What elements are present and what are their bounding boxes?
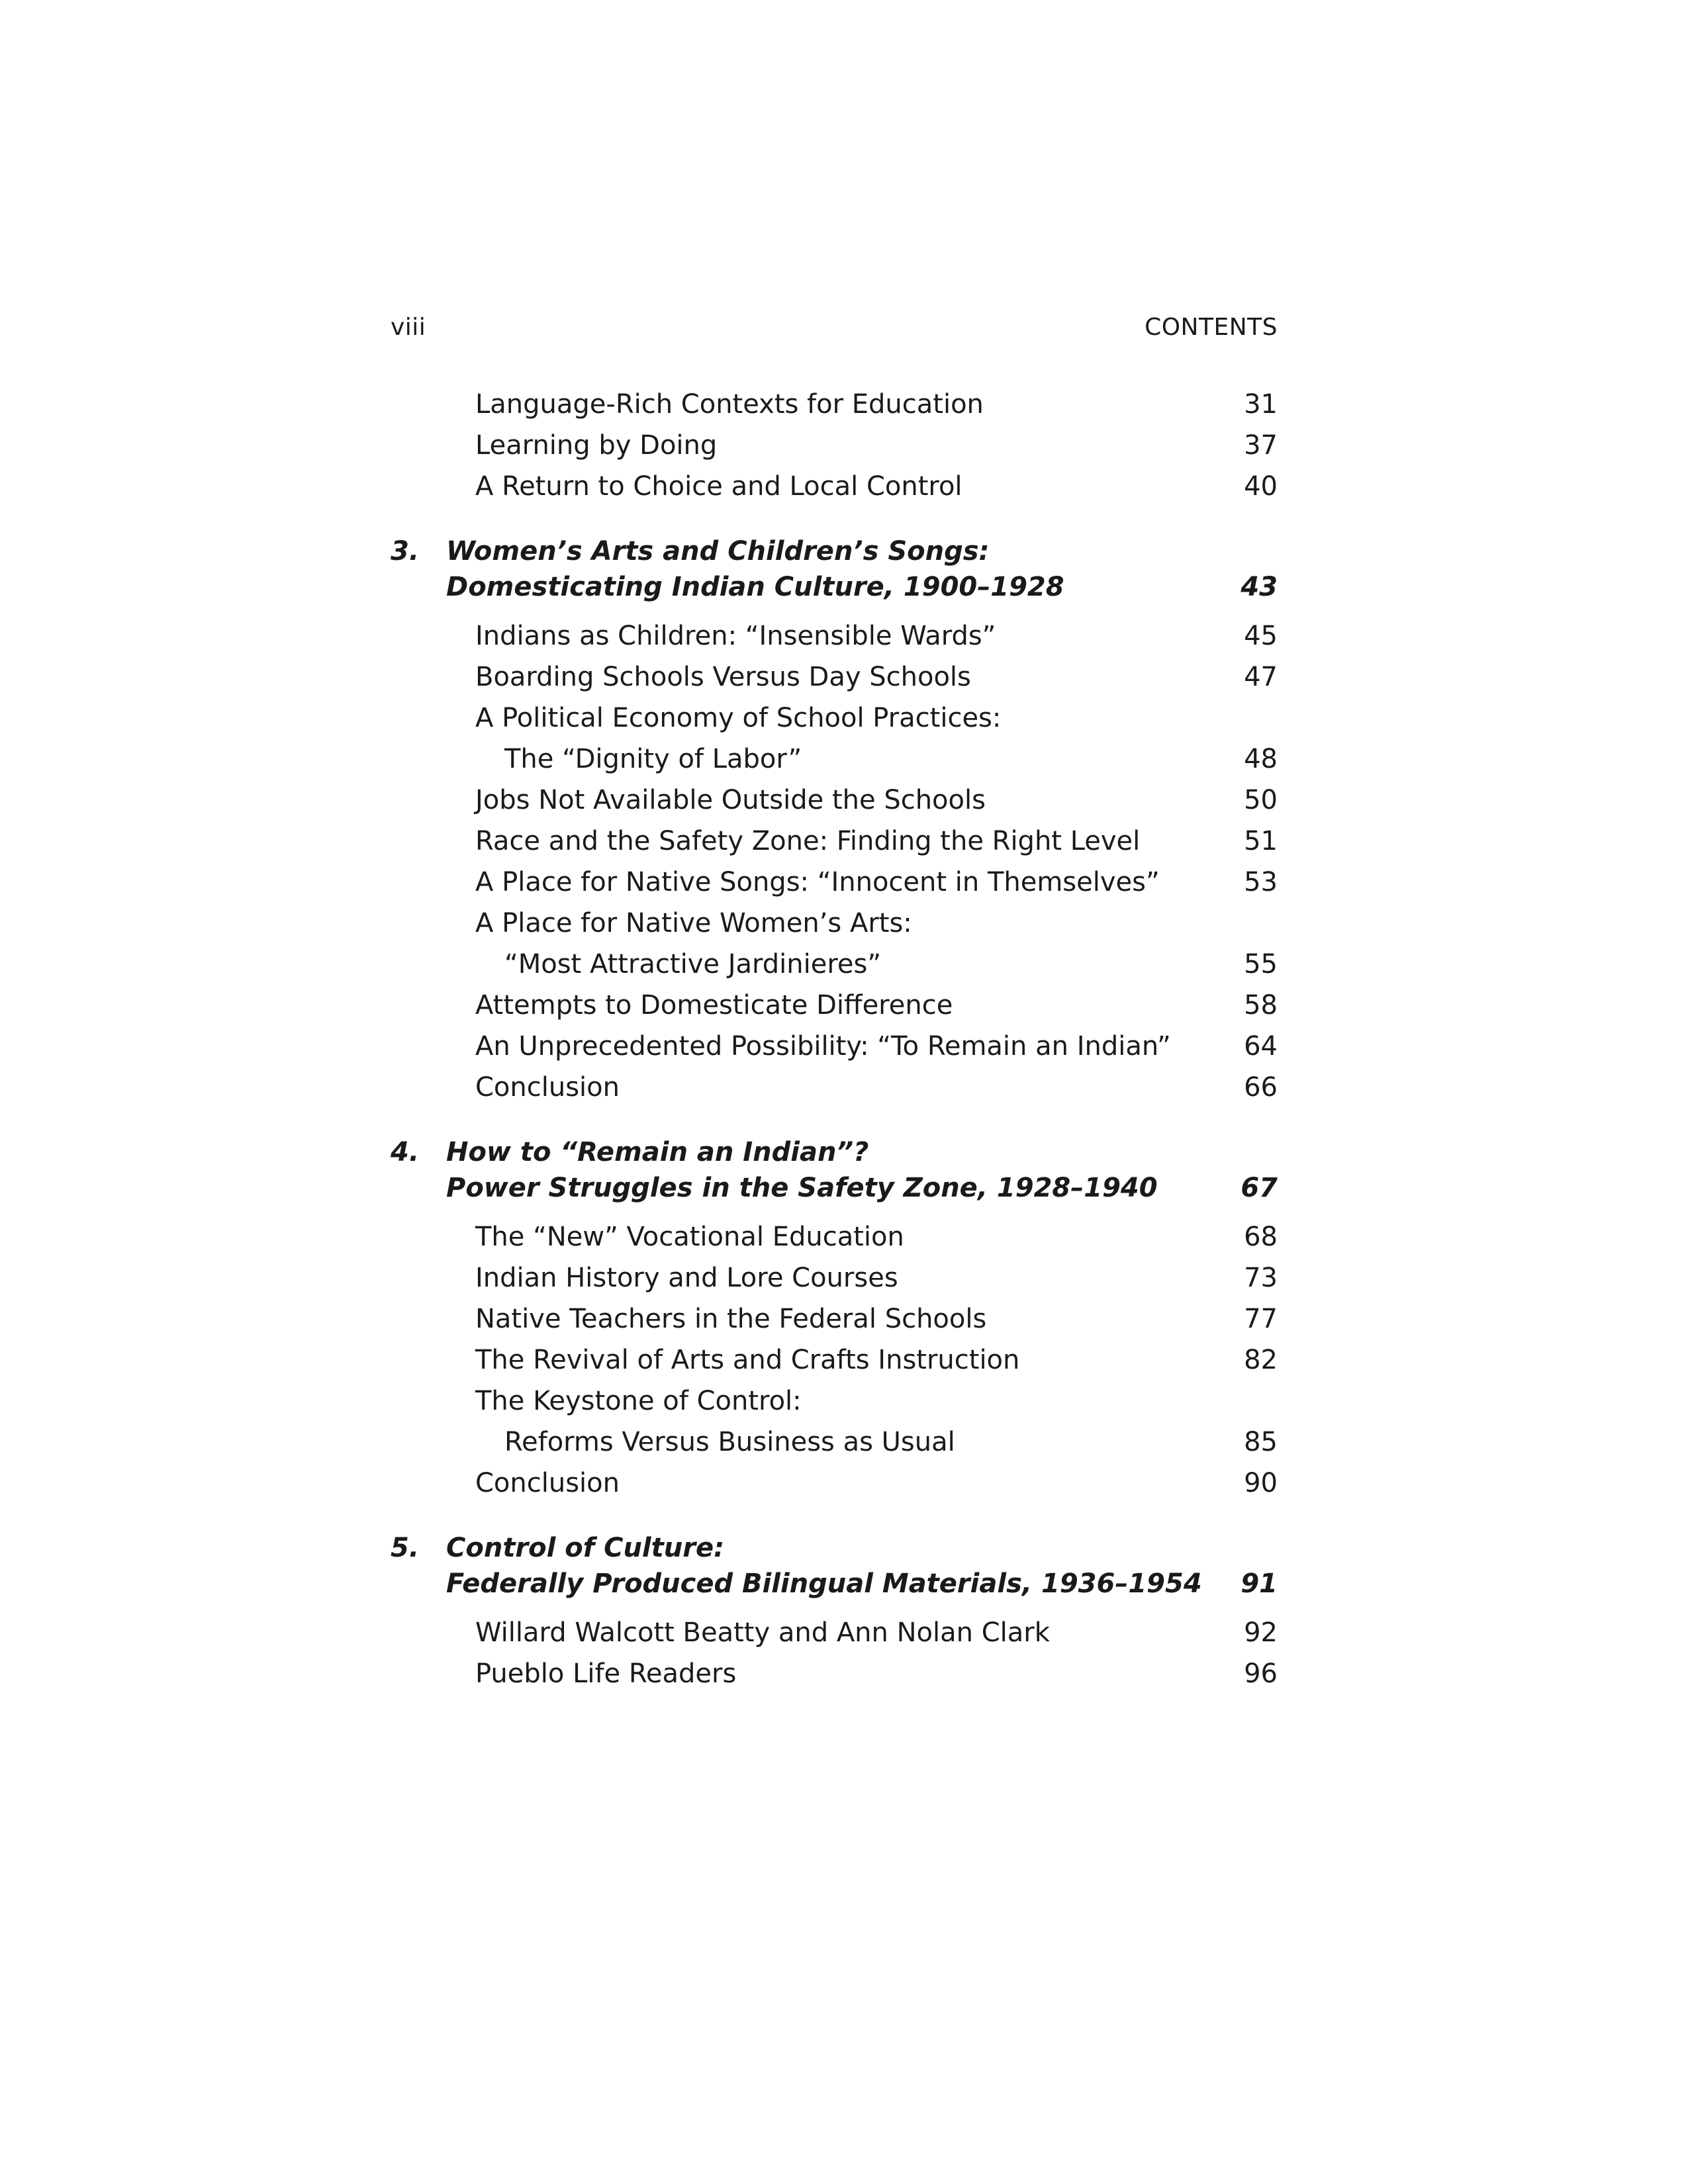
chapter-title-line1: Women’s Arts and Children’s Songs: [446,536,990,567]
toc-entry-title: Jobs Not Available Outside the Schools [475,785,986,815]
toc-entry-title: The “Dignity of Labor” [504,744,802,774]
toc-entry-title: Reforms Versus Business as Usual [504,1427,955,1457]
toc-entry-title: A Return to Choice and Local Control [475,471,962,502]
toc-entry [391,780,1278,821]
running-head [391,314,1278,347]
toc-entry [391,1257,1278,1298]
toc-entry [391,1298,1278,1340]
toc-entry [391,657,1278,698]
toc-entry-title: Race and the Safety Zone: Finding the Right Level [475,826,1141,856]
page-number: viii [391,314,426,341]
chapter-page: 43 [1241,572,1278,602]
toc-entry [391,739,1278,780]
toc-entry-page: 48 [1244,744,1278,774]
toc-entry-page: 31 [1244,389,1278,420]
toc-entry-title: The Keystone of Control: [475,1386,802,1416]
chapter-heading-3 [391,533,1278,605]
toc-entry-page: 40 [1244,471,1278,502]
toc-entry [391,1067,1278,1108]
toc-entry [391,821,1278,862]
toc-entry-title: Conclusion [475,1072,620,1103]
toc-entry [391,1653,1278,1694]
toc-entry-title: A Place for Native Songs: “Innocent in Themselves” [475,867,1160,897]
toc-entry-title: Conclusion [475,1468,620,1498]
toc-entry-title: An Unprecedented Possibility: “To Remain an Indian” [475,1031,1171,1062]
chapter-number: 4. [391,1137,420,1167]
chapter-heading-5 [391,1530,1278,1602]
toc-entry-page: 85 [1244,1427,1278,1457]
toc-entry [391,466,1278,507]
toc-entry-page: 82 [1244,1345,1278,1375]
toc-entry-title: Willard Walcott Beatty and Ann Nolan Clark [475,1617,1050,1648]
toc-entry [391,1463,1278,1504]
toc-entry-title: The “New” Vocational Education [475,1222,904,1252]
toc-entry [391,384,1278,425]
toc-entry-page: 58 [1244,990,1278,1021]
chapter-heading-4 [391,1134,1278,1206]
toc-entry-title: A Political Economy of School Practices: [475,703,1002,733]
toc-entry [391,985,1278,1026]
toc-entry-page: 96 [1244,1659,1278,1689]
toc-entry-title: Native Teachers in the Federal Schools [475,1304,987,1334]
toc-entry-page: 90 [1244,1468,1278,1498]
toc-entry-page: 55 [1244,949,1278,979]
toc-entry [391,1612,1278,1653]
chapter-title-line1: Control of Culture: [446,1533,725,1563]
toc-entry [391,903,1278,944]
toc-entry-title: The Revival of Arts and Crafts Instruction [475,1345,1020,1375]
toc-entry-page: 51 [1244,826,1278,856]
toc-entry-page: 45 [1244,621,1278,651]
chapter-number: 3. [391,536,420,567]
table-of-contents [391,384,1278,1694]
chapter-page: 67 [1241,1173,1278,1203]
toc-entry [391,698,1278,739]
toc-entry-title: Indian History and Lore Courses [475,1263,898,1293]
toc-entry-page: 64 [1244,1031,1278,1062]
toc-entry-page: 92 [1244,1617,1278,1648]
toc-entry [391,1422,1278,1463]
chapter-title-line2: Federally Produced Bilingual Materials, 1936–1954 [446,1569,1202,1599]
toc-entry [391,425,1278,466]
toc-entry-title: “Most Attractive Jardinieres” [504,949,882,979]
toc-entry-title: Attempts to Domesticate Difference [475,990,953,1021]
toc-entry-title: Pueblo Life Readers [475,1659,737,1689]
toc-entry-title: Boarding Schools Versus Day Schools [475,662,971,692]
toc-entry-title: A Place for Native Women’s Arts: [475,908,912,938]
toc-entry-page: 68 [1244,1222,1278,1252]
chapter-number: 5. [391,1533,420,1563]
toc-entry [391,944,1278,985]
toc-entry-page: 37 [1244,430,1278,461]
chapter-title-line2: Domesticating Indian Culture, 1900–1928 [446,572,1064,602]
toc-entry [391,1340,1278,1381]
toc-entry-page: 77 [1244,1304,1278,1334]
toc-entry-page: 66 [1244,1072,1278,1103]
chapter-title-line1: How to “Remain an Indian”? [446,1137,869,1167]
toc-entry [391,1216,1278,1257]
toc-entry-page: 47 [1244,662,1278,692]
chapter-title-line2: Power Struggles in the Safety Zone, 1928–1940 [446,1173,1158,1203]
toc-entry-title: Learning by Doing [475,430,718,461]
running-title: CONTENTS [1145,314,1278,341]
toc-entry [391,1381,1278,1422]
chapter-page: 91 [1241,1569,1278,1599]
toc-entry-page: 73 [1244,1263,1278,1293]
toc-entry-title: Indians as Children: “Insensible Wards” [475,621,996,651]
toc-entry [391,1026,1278,1067]
toc-entry [391,615,1278,657]
toc-entry-title: Language-Rich Contexts for Education [475,389,984,420]
toc-entry-page: 53 [1244,867,1278,897]
toc-entry-page: 50 [1244,785,1278,815]
toc-entry [391,862,1278,903]
